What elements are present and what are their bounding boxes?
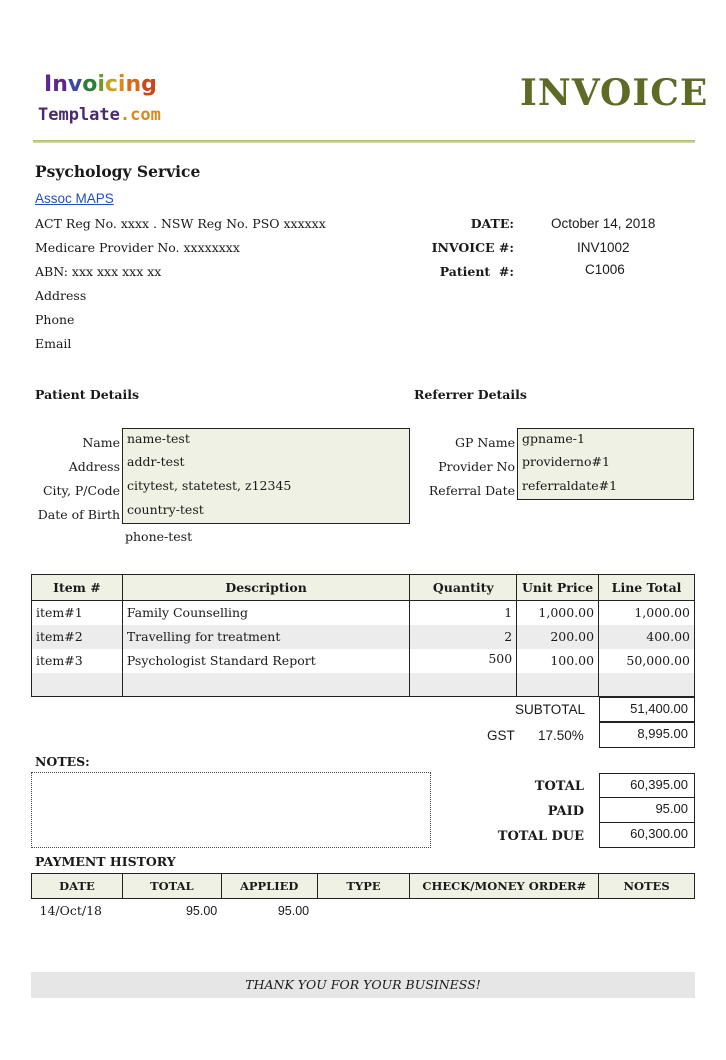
table-row <box>32 625 695 649</box>
ph-col-type: TYPE <box>317 874 410 899</box>
patient-phone: phone-test <box>125 529 193 544</box>
payment-history-table <box>31 873 695 923</box>
patient-dob-field[interactable]: country-test <box>122 500 410 524</box>
total-due-value: 60,300.00 <box>599 822 695 848</box>
business-abn-line: ABN: xxx xxx xxx xx <box>35 264 162 279</box>
logo-template-text: Template <box>38 105 120 125</box>
unit-price-cell[interactable] <box>517 673 599 697</box>
provider-no-field[interactable]: providerno#1 <box>517 452 694 477</box>
ph-col-check: CHECK/MONEY ORDER# <box>410 874 599 899</box>
ph-applied-cell[interactable]: 95.00 <box>277 903 310 918</box>
col-item: Item # <box>32 575 123 601</box>
patient-city-field[interactable]: citytest, statetest, z12345 <box>122 476 410 501</box>
description-cell[interactable]: Travelling for treatment <box>122 625 410 649</box>
total-value: 60,395.00 <box>599 773 695 798</box>
notes-heading: NOTES: <box>35 754 90 769</box>
logo-invoicing <box>44 72 157 97</box>
logo-letter: o <box>82 72 98 97</box>
table-row <box>32 649 695 673</box>
line-total-cell: 50,000.00 <box>599 649 695 673</box>
invoice-number: INV1002 <box>577 240 630 255</box>
referral-date-label: Referral Date <box>428 483 515 498</box>
invoice-number-label: INVOICE #: <box>431 240 514 255</box>
col-line-total: Line Total <box>599 575 695 601</box>
payment-header-row <box>32 874 695 899</box>
item-cell[interactable]: item#1 <box>32 601 123 625</box>
patient-number: C1006 <box>585 262 625 277</box>
logo-letter: n <box>52 72 68 97</box>
patient-number-label: Patient #: <box>439 264 514 279</box>
patient-name-field[interactable]: name-test <box>122 428 410 453</box>
description-cell[interactable] <box>122 673 410 697</box>
line-total-cell: 400.00 <box>599 625 695 649</box>
total-label: TOTAL <box>534 779 584 794</box>
assoc-maps-link[interactable]: Assoc MAPS <box>35 191 114 206</box>
date-label: DATE: <box>470 216 514 231</box>
col-unit-price: Unit Price <box>517 575 599 601</box>
referrer-details-heading: Referrer Details <box>414 387 527 402</box>
patient-city-label: City, P/Code <box>42 483 120 498</box>
ph-col-notes: NOTES <box>599 874 695 899</box>
logo-letter: I <box>44 72 53 97</box>
invoice-date: October 14, 2018 <box>551 216 656 231</box>
unit-price-cell[interactable]: 100.00 <box>517 649 599 673</box>
logo-letter: i <box>97 72 105 97</box>
ph-col-date: DATE <box>32 874 123 899</box>
logo-letter: g <box>141 72 157 97</box>
logo-letter: i <box>117 72 126 97</box>
subtotal-value: 51,400.00 <box>599 697 695 722</box>
patient-address-field[interactable]: addr-test <box>122 452 410 477</box>
business-email-line: Email <box>35 336 72 351</box>
item-cell[interactable]: item#3 <box>32 649 123 673</box>
ph-type-cell[interactable] <box>317 899 410 923</box>
ph-col-total: TOTAL <box>122 874 221 899</box>
unit-price-cell[interactable]: 200.00 <box>517 625 599 649</box>
logo-template-com <box>38 105 161 125</box>
patient-address-label: Address <box>68 459 120 474</box>
ph-date-cell[interactable]: 14/Oct/18 <box>39 903 103 919</box>
payment-history-heading: PAYMENT HISTORY <box>35 854 176 869</box>
business-name: Psychology Service <box>35 162 201 181</box>
invoice-title: INVOICE <box>520 72 709 114</box>
col-quantity: Quantity <box>410 575 517 601</box>
table-row <box>32 899 695 923</box>
item-cell[interactable]: item#2 <box>32 625 123 649</box>
table-row <box>32 673 695 697</box>
unit-price-cell[interactable]: 1,000.00 <box>517 601 599 625</box>
paid-label: PAID <box>547 804 584 819</box>
referral-date-field[interactable]: referraldate#1 <box>517 476 694 500</box>
business-medicare-line: Medicare Provider No. xxxxxxxx <box>35 240 240 255</box>
line-total-cell <box>599 673 695 697</box>
ph-notes-cell[interactable] <box>599 899 695 923</box>
quantity-cell[interactable]: 500 <box>410 649 517 673</box>
thank-you-banner: THANK YOU FOR YOUR BUSINESS! <box>31 972 695 998</box>
description-cell[interactable]: Psychologist Standard Report <box>122 649 410 673</box>
header-divider <box>33 140 695 143</box>
total-due-label: TOTAL DUE <box>497 829 584 844</box>
ph-total-cell[interactable]: 95.00 <box>185 903 218 918</box>
paid-value[interactable]: 95.00 <box>599 797 695 823</box>
gst-value: 8,995.00 <box>599 722 695 748</box>
logo-letter: v <box>67 72 83 97</box>
provider-no-label: Provider No <box>438 459 515 474</box>
gp-name-field[interactable]: gpname-1 <box>517 428 694 453</box>
logo-letter: n <box>125 72 142 97</box>
quantity-cell[interactable] <box>410 673 517 697</box>
item-cell[interactable] <box>32 673 123 697</box>
subtotal-label: SUBTOTAL <box>514 702 585 717</box>
table-row <box>32 601 695 625</box>
logo-letter: c <box>104 72 118 97</box>
business-address-line: Address <box>35 288 87 303</box>
patient-dob-label: Date of Birth <box>37 507 120 522</box>
line-total-cell: 1,000.00 <box>599 601 695 625</box>
patient-details-heading: Patient Details <box>35 387 140 402</box>
gst-rate[interactable]: 17.50% <box>538 728 584 743</box>
quantity-cell[interactable]: 1 <box>410 601 517 625</box>
items-header-row <box>32 575 695 601</box>
ph-col-applied: APPLIED <box>221 874 317 899</box>
ph-check-cell[interactable] <box>410 899 599 923</box>
gst-label: GST <box>487 728 515 743</box>
quantity-cell[interactable]: 2 <box>410 625 517 649</box>
col-description: Description <box>122 575 410 601</box>
description-cell[interactable]: Family Counselling <box>122 601 410 625</box>
patient-name-label: Name <box>82 435 120 450</box>
business-phone-line: Phone <box>35 312 75 327</box>
business-reg-line: ACT Reg No. xxxx . NSW Reg No. PSO xxxxxx <box>35 216 326 231</box>
items-table <box>31 574 695 697</box>
notes-box[interactable] <box>31 772 431 848</box>
gp-name-label: GP Name <box>454 435 515 450</box>
logo-dotcom-text: .com <box>119 105 161 125</box>
